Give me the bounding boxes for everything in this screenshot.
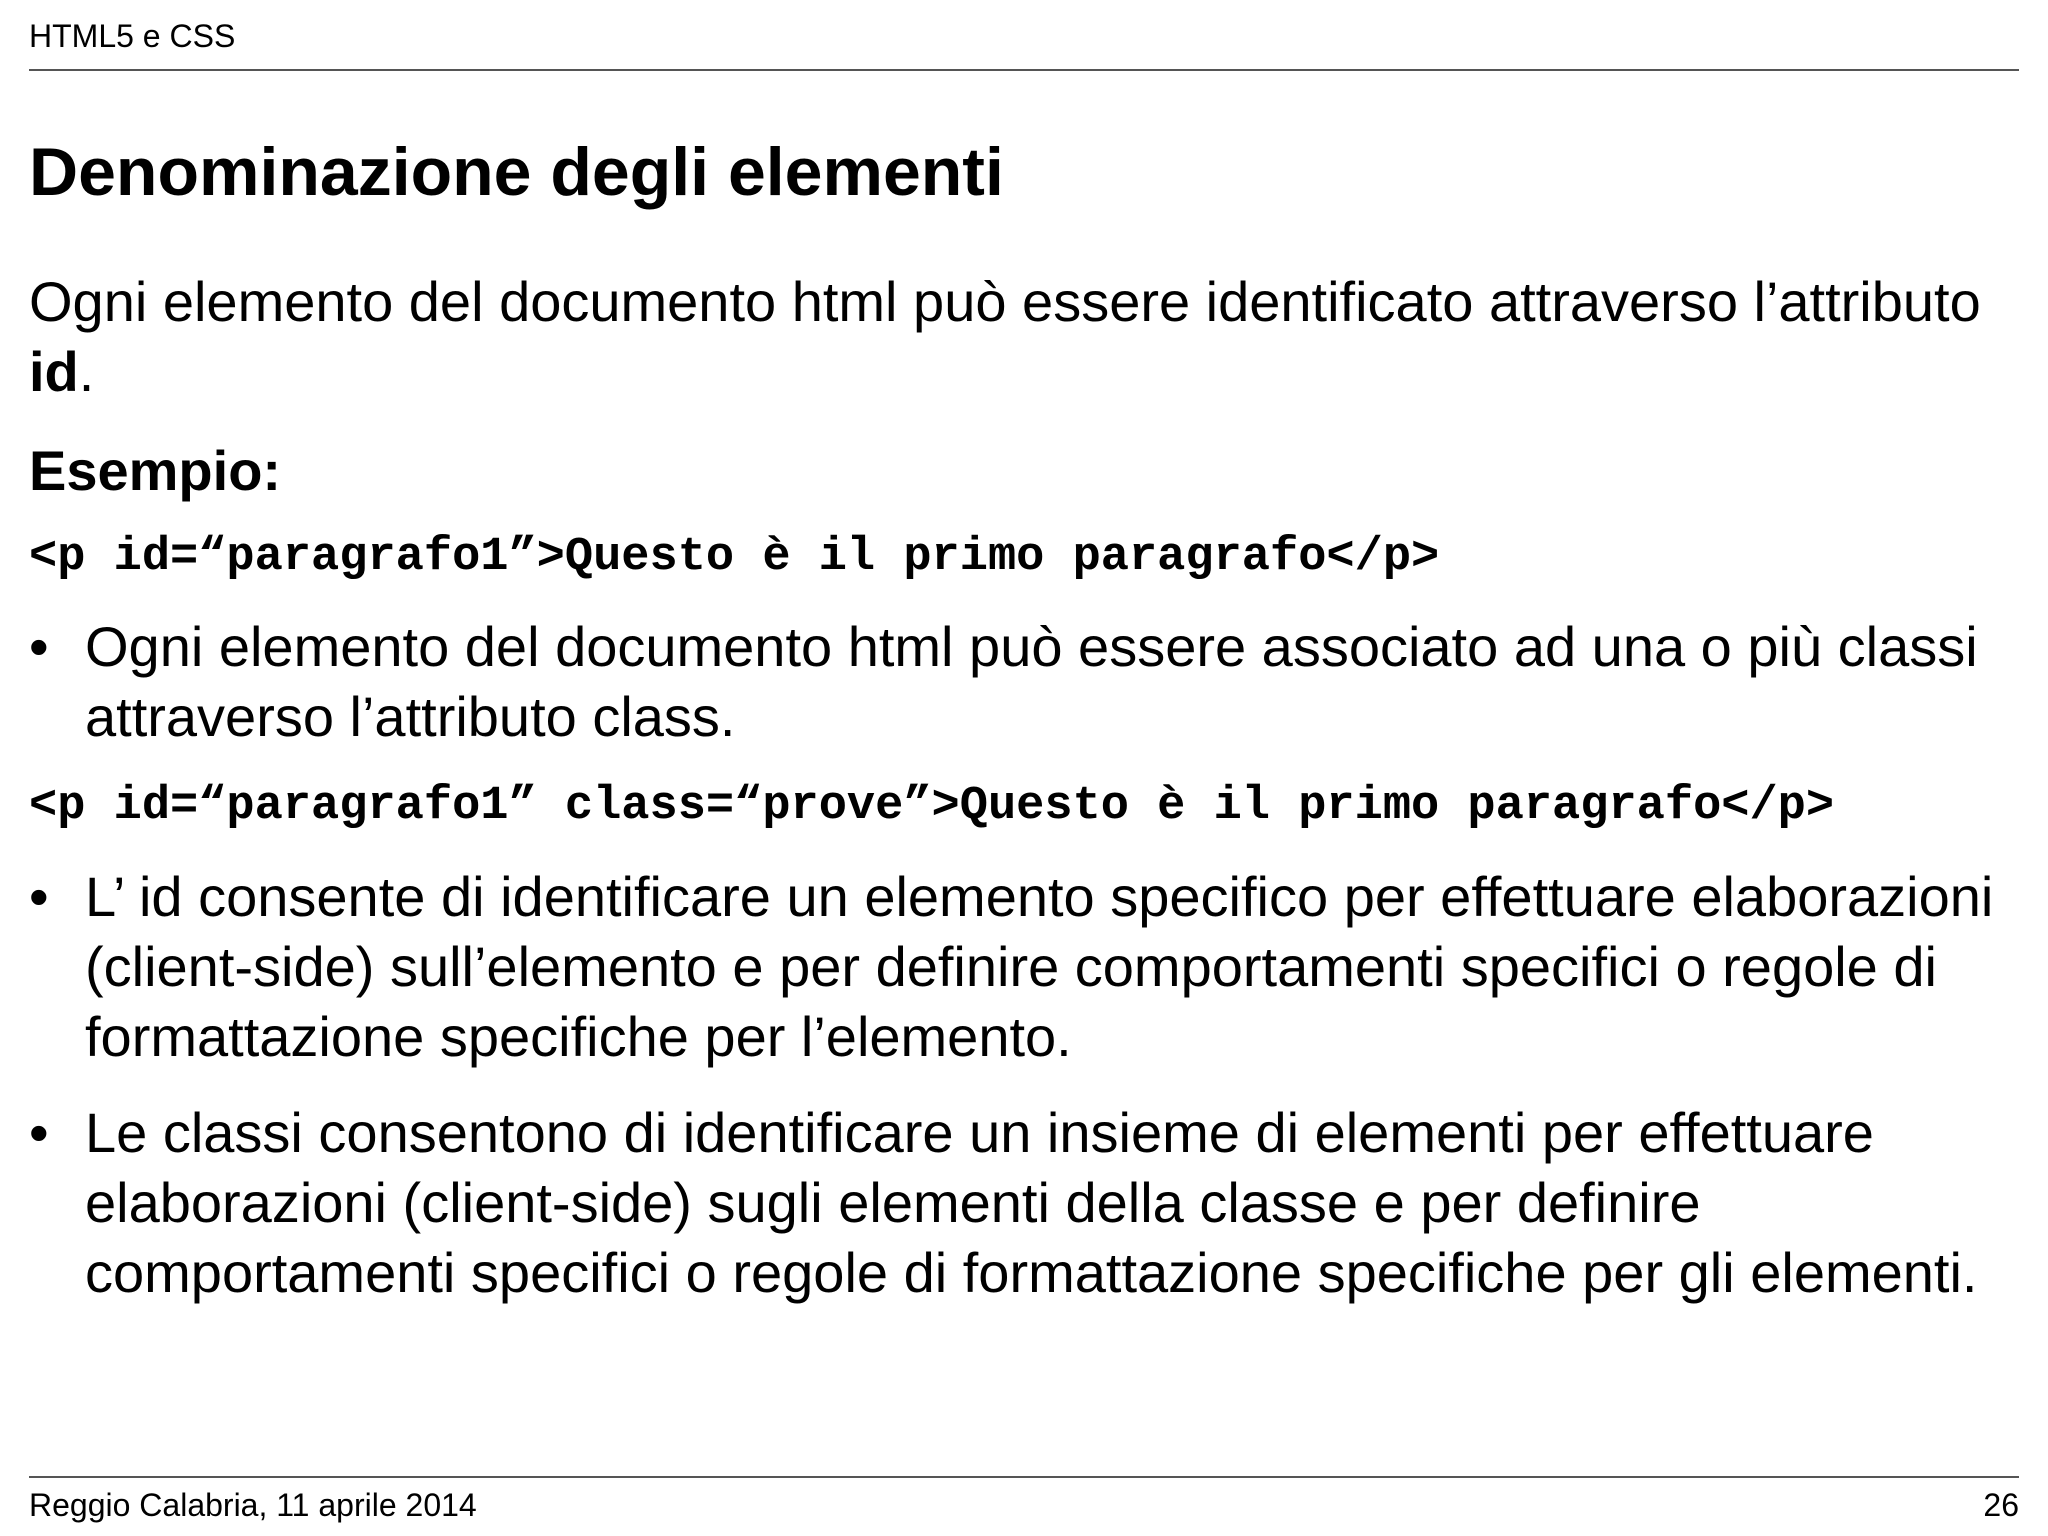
footer-location-date: Reggio Calabria, 11 aprile 2014 [29, 1487, 477, 1523]
bullet-text: Ogni elemento del documento html può essere associato ad una o più classi attraverso l’attributo class. [85, 615, 1978, 748]
bullet-icon: • [29, 1101, 49, 1164]
footer-divider [29, 1476, 2019, 1478]
header-divider [29, 69, 2019, 71]
bullet-item-classes [29, 612, 2019, 752]
bullet-text: Le classi consentono di identificare un insieme di elementi per effettuare elaborazioni (client-side) sugli elementi della classe e per definire comportamenti specifici o regole di formattazione specifiche per gli elementi. [85, 1101, 1978, 1304]
intro-keyword-id: id [29, 340, 79, 403]
code-example-class: <p id=“paragrafo1” class=“prove”>Questo è il primo paragrafo</p> [29, 780, 1835, 833]
bullet-item-id-purpose [29, 862, 2019, 1072]
example-label: Esempio: [29, 439, 282, 502]
page-number: 26 [1983, 1487, 2019, 1523]
bullet-item-class-purpose [29, 1098, 2019, 1308]
code-example-id: <p id=“paragrafo1”>Questo è il primo paragrafo</p> [29, 531, 1440, 584]
intro-paragraph [29, 267, 2009, 407]
bullet-icon: • [29, 615, 49, 678]
intro-text: Ogni elemento del documento html può essere identificato attraverso l’attributo [29, 270, 1981, 333]
slide-header: HTML5 e CSS [29, 18, 236, 54]
bullet-text: L’ id consente di identificare un elemento specifico per effettuare elaborazioni (client-side) sull’elemento e per definire comportamenti specifici o regole di formattazione specifiche per l’elemento. [85, 865, 1994, 1068]
slide-title: Denominazione degli elementi [29, 134, 1004, 210]
bullet-icon: • [29, 865, 49, 928]
intro-end: . [78, 340, 95, 403]
